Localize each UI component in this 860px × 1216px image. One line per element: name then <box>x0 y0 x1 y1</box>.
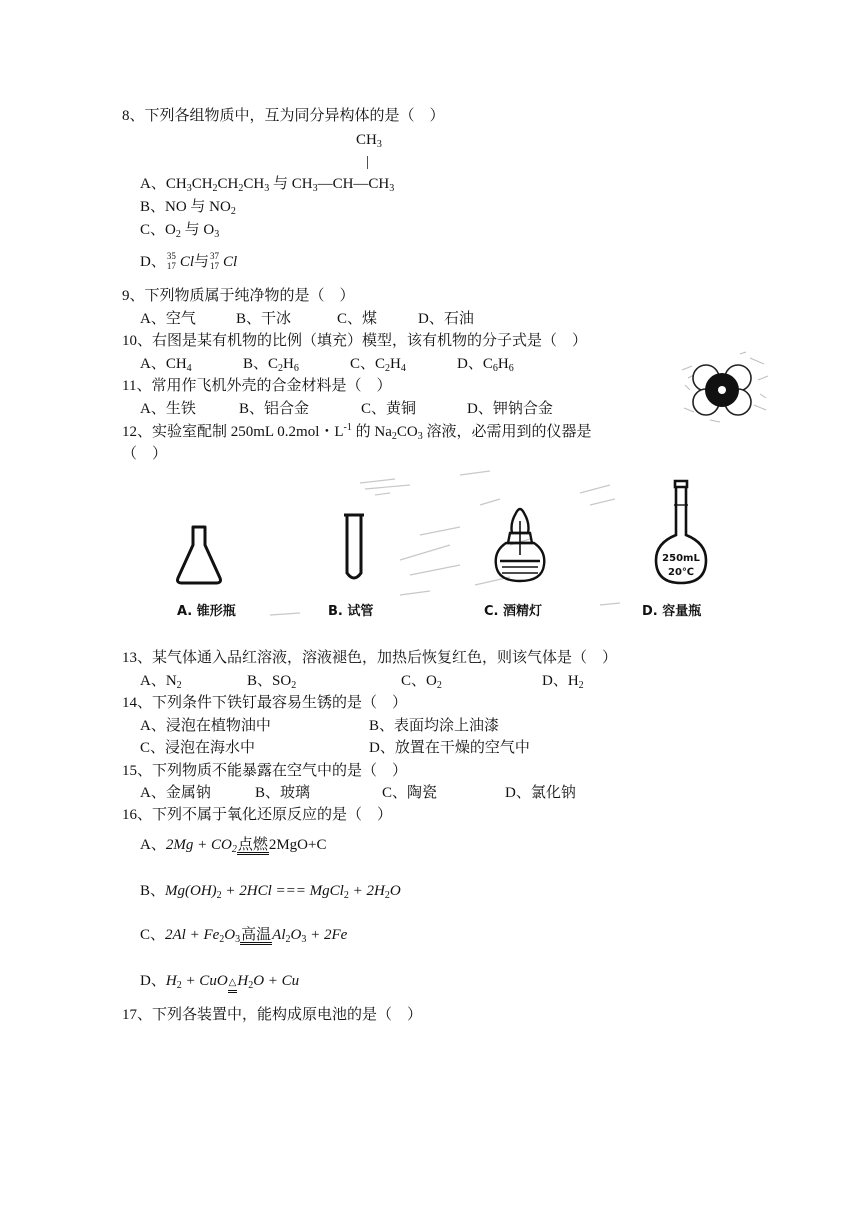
q10-c-s2: 4 <box>400 363 406 374</box>
q10-b-s1: 2 <box>278 363 284 374</box>
q16-c-p3: Al <box>272 927 286 943</box>
q12-stem-sub2: 3 <box>417 431 423 442</box>
q10-d-h: H <box>497 356 509 372</box>
q9-option-a: A、空气 <box>140 311 196 327</box>
q8-branch-group <box>356 131 382 149</box>
q8-a-f3s: 2 <box>238 183 244 194</box>
q8-d-el2: Cl <box>223 254 238 270</box>
q8-option-c <box>140 221 219 239</box>
q14-option-c: C、浸泡在海水中 <box>140 740 256 756</box>
q8-a-label: A、 <box>140 176 166 192</box>
question-13-stem: 13、某气体通入品红溶液，溶液褪色，加热后恢复红色，则该气体是（ ） <box>122 650 618 666</box>
q13-option-d <box>542 672 584 690</box>
q8-option-a <box>140 175 394 193</box>
q8-a-f4s: 3 <box>264 183 270 194</box>
q13-c-text: C、O <box>401 673 437 689</box>
q16-b-p3: + 2H <box>348 883 385 899</box>
q16-c-p2: O <box>224 927 236 943</box>
question-17-stem: 17、下列各装置中，能构成原电池的是（ ） <box>122 1007 423 1023</box>
q8-a-r2: —CH—CH <box>317 176 390 192</box>
q16-b-p1: Mg(OH) <box>165 883 217 899</box>
model-c-atom-highlight <box>718 386 726 394</box>
q8-d-iso2 <box>209 253 223 271</box>
q13-option-b <box>247 672 296 690</box>
q15-option-b: B、玻璃 <box>255 785 311 801</box>
q8-d-label: D、 <box>140 254 166 270</box>
apparatus-label-b: B. 试管 <box>328 604 374 619</box>
q8-a-f4: CH <box>243 176 265 192</box>
q8-b-sub: 2 <box>230 206 236 217</box>
q8-option-d <box>140 253 237 271</box>
q8-d-z1: 17 <box>166 261 176 271</box>
q16-b-p4: O <box>389 883 401 899</box>
q16-c-s3: 2 <box>285 934 291 945</box>
q8-branch-sub: 3 <box>376 139 382 150</box>
question-14-stem: 14、下列条件下铁钉最容易生锈的是（ ） <box>122 695 408 711</box>
q8-c-mid: 与 O <box>180 222 215 238</box>
q16-d-s3: 2 <box>248 980 254 991</box>
q10-option-a <box>140 355 192 373</box>
q8-b-label: B、 <box>140 199 166 215</box>
q14-option-a: A、浸泡在植物油中 <box>140 718 271 734</box>
q9-option-b: B、干冰 <box>236 311 292 327</box>
q16-option-a <box>140 836 326 855</box>
q8-d-mid: 与 <box>194 254 210 270</box>
q12-stem-d: 溶液，必需用到的仪器是 <box>422 424 592 440</box>
q16-a-p1: 2Mg + CO <box>165 837 232 853</box>
q8-branch-text: CH <box>356 132 377 148</box>
q8-a-r1s: 3 <box>312 183 318 194</box>
q13-d-sub: 2 <box>578 680 584 691</box>
q13-b-text: B、SO <box>247 673 292 689</box>
q10-b-text: B、C <box>243 356 279 372</box>
question-15-stem: 15、下列物质不能暴露在空气中的是（ ） <box>122 763 408 779</box>
q15-option-c: C、陶瓷 <box>382 785 438 801</box>
q8-a-r1: CH <box>291 176 313 192</box>
q16-a-condition: 点燃 <box>237 837 268 853</box>
q8-a-mid: 与 <box>269 176 292 192</box>
q11-option-d: D、钾钠合金 <box>467 401 553 417</box>
q16-c-s1: 2 <box>219 934 225 945</box>
q16-c-s4: 3 <box>301 934 307 945</box>
apparatus-noise <box>270 471 620 615</box>
question-9-stem: 9、下列物质属于纯净物的是（ ） <box>122 288 355 304</box>
q16-d-condition: △ <box>228 976 238 993</box>
q9-option-c: C、煤 <box>337 311 378 327</box>
q15-option-a: A、金属钠 <box>140 785 211 801</box>
q14-option-b: B、表面均涂上油漆 <box>369 718 500 734</box>
q16-c-s2: 3 <box>235 934 241 945</box>
q8-a-f2s: 2 <box>212 183 218 194</box>
apparatus-label-d: D. 容量瓶 <box>642 604 702 619</box>
q8-d-mass2: 37 <box>210 251 220 261</box>
q8-c-s2: 3 <box>214 229 220 240</box>
q10-c-s1: 2 <box>385 363 391 374</box>
q16-d-p3: H <box>237 973 249 989</box>
q16-c-p5: + 2Fe <box>306 927 348 943</box>
q16-option-c <box>140 926 347 945</box>
q15-option-d: D、氯化钠 <box>505 785 576 801</box>
question-12-stem-continuation: （ ） <box>122 446 168 462</box>
q16-b-p2: + 2HCl === MgCl <box>221 883 344 899</box>
q16-d-label: D、 <box>140 973 166 989</box>
q13-d-text: D、H <box>542 673 579 689</box>
question-12-stem <box>122 423 591 441</box>
q9-option-d: D、石油 <box>418 311 474 327</box>
question-8-stem: 8、下列各组物质中，互为同分异构体的是（ ） <box>122 108 445 124</box>
q16-b-s1: 2 <box>216 890 222 901</box>
test-tube <box>347 515 361 578</box>
q10-option-c <box>350 355 406 373</box>
apparatus-label-c: C. 酒精灯 <box>484 604 543 619</box>
q8-option-b <box>140 198 236 216</box>
q10-option-b <box>243 355 299 373</box>
q8-branch-bond: | <box>366 154 370 170</box>
q13-option-c <box>401 672 442 690</box>
q8-a-f2: CH <box>191 176 213 192</box>
q16-c-condition: 高温 <box>241 927 272 943</box>
q16-b-s3: 2 <box>384 890 390 901</box>
q10-option-d <box>457 355 514 373</box>
q8-d-mass1: 35 <box>166 251 176 261</box>
erlenmeyer-flask <box>178 527 221 583</box>
q16-option-b <box>140 882 401 900</box>
q13-c-sub: 2 <box>436 680 442 691</box>
q10-b-h: H <box>283 356 294 372</box>
q12-stem-c: CO <box>396 424 418 440</box>
q10-d-text: D、C <box>457 356 493 372</box>
q12-stem-b: 的 Na <box>351 424 392 440</box>
q8-c-s1: 2 <box>175 229 181 240</box>
q8-d-iso1 <box>166 253 180 271</box>
question-16-stem: 16、下列不属于氧化还原反应的是（ ） <box>122 807 393 823</box>
q8-a-f1: CH <box>165 176 187 192</box>
question-10-stem: 10、右图是某有机物的比例（填充）模型，该有机物的分子式是（ ） <box>122 333 588 349</box>
q13-a-sub: 2 <box>176 680 182 691</box>
q16-d-p1: H <box>165 973 177 989</box>
q16-d-p4: O + Cu <box>253 973 300 989</box>
q10-a-sub: 4 <box>186 363 192 374</box>
volumetric-flask-volume: 250mL <box>662 553 700 564</box>
q16-a-p2: 2MgO+C <box>268 837 327 853</box>
q16-option-d <box>140 972 299 993</box>
space-filling-model-image <box>680 350 770 425</box>
q16-c-label: C、 <box>140 927 166 943</box>
q10-c-text: C、C <box>350 356 386 372</box>
alcohol-lamp <box>496 509 545 581</box>
q10-c-h: H <box>390 356 401 372</box>
q8-d-z2: 17 <box>210 261 220 271</box>
volumetric-flask-temperature: 20℃ <box>667 567 695 578</box>
q11-option-b: B、铝合金 <box>239 401 310 417</box>
q16-d-p2: + CuO <box>181 973 228 989</box>
q16-c-p1: 2Al + Fe <box>165 927 220 943</box>
apparatus-label-a: A. 锥形瓶 <box>177 604 236 619</box>
q8-c-label: C、 <box>140 222 166 238</box>
q8-c-o1: O <box>165 222 176 238</box>
q16-b-s2: 2 <box>343 890 349 901</box>
q13-option-a <box>140 672 182 690</box>
q10-a-text: A、CH <box>140 356 187 372</box>
q8-a-f1s: 3 <box>186 183 192 194</box>
q13-a-text: A、N <box>140 673 177 689</box>
q12-stem-sub1: 2 <box>391 431 397 442</box>
q11-option-c: C、黄铜 <box>361 401 417 417</box>
q10-b-s2: 6 <box>293 363 299 374</box>
q14-option-d: D、放置在干燥的空气中 <box>369 740 530 756</box>
q16-b-label: B、 <box>140 883 166 899</box>
q16-d-s1: 2 <box>176 980 182 991</box>
q10-d-s1: 6 <box>492 363 498 374</box>
q8-b-text: NO 与 NO <box>165 199 231 215</box>
q13-b-sub: 2 <box>291 680 297 691</box>
q8-a-r2s: 3 <box>389 183 395 194</box>
q12-stem-a: 12、实验室配制 250mL 0.2mol・L <box>122 424 344 440</box>
q8-d-el1: Cl <box>179 254 195 270</box>
q16-c-p4: O <box>290 927 302 943</box>
q12-stem-sup: -1 <box>343 422 352 433</box>
q16-a-label: A、 <box>140 837 166 853</box>
q16-a-s1: 2 <box>231 844 237 855</box>
q8-a-f3: CH <box>217 176 239 192</box>
q10-d-s2: 6 <box>508 363 514 374</box>
q11-option-a: A、生铁 <box>140 401 196 417</box>
question-11-stem: 11、常用作飞机外壳的合金材料是（ ） <box>122 378 392 394</box>
